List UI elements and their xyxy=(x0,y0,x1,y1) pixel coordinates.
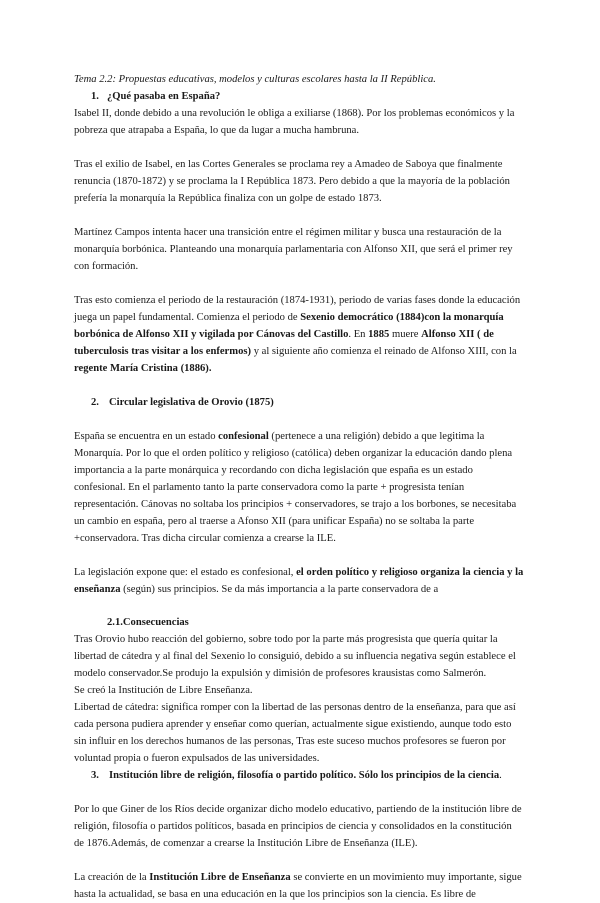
section-1-number: 1. xyxy=(91,91,99,102)
bold-run: regente María Cristina (1886). xyxy=(74,363,212,374)
section-3-title: Institución libre de religión, filosofía o partido político. Sólo los principios de la ciencia xyxy=(109,770,500,781)
section-1-paragraph-2: Tras el exilio de Isabel, en las Cortes Generales se proclama rey a Amadeo de Saboya que finalmente renuncia (1870-1872) y se proclama la I República 1873. Pero debido a que la mayoría de la población prefería la monarquía la República finaliza con un golpe de estado 1873. xyxy=(74,159,510,204)
bold-run: Alfonso XII ( de tuberculosis tras visitar a los enfermos) xyxy=(74,329,494,357)
section-1-heading xyxy=(74,88,524,105)
section-1-paragraph-3: Martínez Campos intenta hacer una transición entre el régimen militar y busca una restauración de la monarquía borbónica. Planteando una monarquía parlamentaria con Alfonso XII, que será el primer rey con formación. xyxy=(74,227,513,272)
subsection-2-1-paragraph-2: Se creó la Institución de Libre Enseñanza. xyxy=(74,685,253,696)
section-1-paragraph-1: Isabel II, donde debido a una revolución le obliga a exiliarse (1868). Por los problemas económicos y la pobreza que atrapaba a España, lo que da lugar a mucha hambruna. xyxy=(74,108,515,136)
text-run: y al siguiente año comienza el reinado de Alfonso XIII, con la xyxy=(251,346,517,357)
bold-run: Sexenio democrático (1884)con la monarquía borbónica de Alfonso XII y vigilada por Cánovas del Castillo xyxy=(74,312,504,340)
section-1-title: ¿Qué pasaba en España? xyxy=(107,91,221,102)
section-3-title-end: . xyxy=(499,770,502,781)
text-run: España se encuentra en un estado xyxy=(74,431,219,442)
section-3-paragraph-2 xyxy=(74,869,524,903)
text-run: se convierte en un movimiento muy importante, sigue hasta la actualidad, se basa en una educación en la que los principios son la ciencia. Es libre de xyxy=(74,872,522,900)
section-2-paragraph-2 xyxy=(74,564,524,598)
subsection-2-1-paragraph-1: Tras Orovio hubo reacción del gobierno, sobre todo por la parte más progresista que quería quitar la libertad de cátedra y al final del Sexenio lo consiguió, debido a su influencia negativa según establece el modelo conservador.Se produjo la expulsión y dimisión de profesores krausistas como Salmerón. xyxy=(74,634,516,679)
section-2-paragraph-1 xyxy=(74,428,524,547)
text-run: Tras esto comienza el periodo de la restauración (1874-1931), periodo de varias fases donde la educación juega un papel fundamental. Comienza el periodo de xyxy=(74,295,521,323)
section-1-paragraph-4 xyxy=(74,292,524,377)
section-3-number: 3. xyxy=(91,770,99,781)
text-run: La legislación expone que: el estado es confesional, xyxy=(74,567,297,578)
text-run: La creación de la xyxy=(74,872,150,883)
subject-title: Tema 2.2: Propuestas educativas, modelos y culturas escolares hasta la II República. xyxy=(74,74,436,85)
section-3-heading xyxy=(74,767,524,784)
bold-run: el orden político y religioso organiza la ciencia y la enseñanza xyxy=(74,567,524,595)
section-2-title: Circular legislativa de Orovio (1875) xyxy=(109,397,274,408)
subsection-2-1-heading: 2.1.Consecuencias xyxy=(107,617,189,628)
section-2-heading xyxy=(74,394,524,411)
text-run: . En xyxy=(348,329,369,340)
bold-run: Institución Libre de Enseñanza xyxy=(149,872,291,883)
bold-run: confesional xyxy=(218,431,269,442)
bold-run: 1885 xyxy=(368,329,390,340)
text-run: (según) sus principios. Se da más importancia a la parte conservadora de a xyxy=(120,584,439,595)
text-run: (pertenece a una religión) debido a que legitima la Monarquía. Por lo que el orden político y religioso (católica) deben organizar la educación dando plena importancia a la parte monárquica y recordando con dicha legislación que españa es un estado confesional. En el parlamento tanto la parte conservadora como la parte + progresista tenían representación. Cánovas no soltaba los principios + conservadores, se trajo a los borbones, se necesitaba un cambio en españa, pero al traerse a Afonso XII (para unificar España) no se soltaba la parte +conservadora. Tras dicha circular comienza a crearse la ILE. xyxy=(74,431,517,544)
text-run: muere xyxy=(389,329,422,340)
section-3-paragraph-1: Por lo que Giner de los Ríos decide organizar dicho modelo educativo, partiendo de la institución libre de religión, filosofía o partidos políticos, basada en principios de ciencia y consolidados en la constitución de 1876.Además, de comenzar a crearse la Institución Libre de Enseñanza (ILE). xyxy=(74,804,522,849)
subsection-2-1-paragraph-3: Libertad de cátedra: significa romper con la libertad de las personas dentro de la enseñanza, para que así cada persona pudiera aprender y enseñar como querían, actualmente sigue existiendo, aunque todo esto sin influir en los derechos humanos de las personas, Tras este suceso muchos profesores se fueron por voluntad propia o fueron expulsados de las universidades. xyxy=(74,702,516,764)
section-2-number: 2. xyxy=(91,397,99,408)
